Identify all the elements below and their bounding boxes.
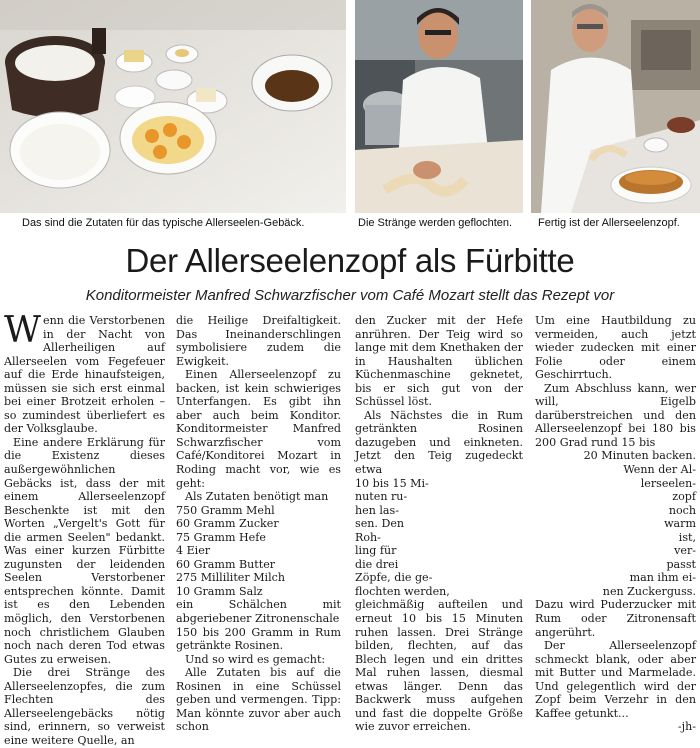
caption-finished: Fertig ist der Allerseelenzopf. xyxy=(538,217,680,229)
paragraph: Wenn die Verstorbenen in der Nacht von Allerheiligen auf Allerseelen vom Fegefeuer auf die Erde hinaufsteigen, müssen sie sich erst einmal bei einer Brotzeit erholen – so zumindest überliefert es der Volksglaube. xyxy=(4,310,165,436)
text-line: nuten ru- xyxy=(355,490,408,504)
ingredient-item: ein Schälchen mit abgeriebener Zitronenschale xyxy=(176,598,341,626)
text-line: ist, xyxy=(678,530,696,544)
ingredient-item: 275 Milliliter Milch xyxy=(176,571,286,585)
paragraph: Um eine Hautbildung zu vermeiden, auch jetzt wieder zudecken mit einer Folie oder einem Geschirrtuch. xyxy=(535,314,696,382)
paragraph: Und so wird es gemacht: xyxy=(185,652,326,666)
text-line: Zöpfe, die ge- xyxy=(355,571,433,585)
caption-ingredients: Das sind die Zutaten für das typische Allerseelen-Gebäck. xyxy=(22,217,305,229)
photo-finished xyxy=(531,0,700,213)
ingredient-item: 750 Gramm Mehl xyxy=(176,503,275,517)
text-line: man ihm ei- xyxy=(629,571,696,585)
photo-ingredients xyxy=(0,0,346,213)
ingredient-item: 150 bis 200 Gramm in Rum getränkte Rosinen. xyxy=(176,625,341,653)
author-signature: -jh- xyxy=(677,720,696,734)
paragraph: Eine andere Erklärung für die Existenz dieses außergewöhnlichen Gebäcks ist, dass der mit einem Allerseelenzopf Beschenkte ist mit den Worten „Vergelt's Gott für die armen Seelen" bedankt. Was einer kurzen Fürbitte zugunsten der leidenden Seelen Verstorbener entsprechen könnte. Damit ist es den Lebenden möglich, den Verstorbenen noch christlichem Glauben noch nach deren Tod etwas Gutes zu erweisen. xyxy=(4,435,165,666)
text-line: passt xyxy=(666,557,696,571)
paragraph: Zum Abschluss kann, wer will, Eigelb darüberstreichen und den Allerseelenzopf bei 180 bis 200 Grad rund 15 bis xyxy=(535,381,696,449)
paragraph: Als Zutaten benötigt man xyxy=(185,490,329,504)
text-line: Roh- xyxy=(355,530,381,544)
paragraph: Die drei Stränge des Allerseelenzopfes, die zum Flechten des Allerseelengebäcks nötig sind, erinnern, so verweist eine weitere Quelle, an xyxy=(4,666,165,747)
ragged-text-block xyxy=(355,477,523,599)
text-line: ling für xyxy=(355,544,397,558)
text-line: zopf xyxy=(672,490,696,504)
paragraph: Einen Allerseelenzopf zu backen, ist kein schwieriges Unterfangen. Es gibt ihn aber auch beim Konditor. Konditormeister Manfred Schwarzfischer vom Café/Konditorei Mozart in Roding macht vor, wie es geht: xyxy=(176,368,341,490)
ingredient-item: 4 Eier xyxy=(176,544,211,558)
text-line: 10 bis 15 Mi- xyxy=(355,476,429,490)
caption-braiding: Die Stränge werden geflochten. xyxy=(358,217,513,229)
paragraph: gleichmäßig aufteilen und erneut 10 bis 15 Minuten ruhen lassen. Drei Stränge bilden, flechten, auf das Blech legen und ein drittes Mal ruhen lassen, diesmal etwas länger. Denn das Backwerk muss aufgehen und fast die doppelte Größe wie zuvor erreichen. xyxy=(355,598,523,734)
paragraph: Alle Zutaten bis auf die Rosinen in eine Schüssel geben und vermengen. Tipp: Man könnte zuvor aber auch schon xyxy=(176,666,341,734)
photo-braiding xyxy=(355,0,523,213)
paragraph: Als Nächstes die in Rum getränkten Rosinen dazugeben und einkneten. Jetzt den Teig zugedeckt etwa xyxy=(355,408,523,477)
paragraph: Dazu wird Puderzucker mit Rum oder Zitronensaft angerührt. xyxy=(535,598,696,639)
text-line: noch xyxy=(668,503,696,517)
ingredient-item: 10 Gramm Salz xyxy=(176,584,263,598)
article-column-2 xyxy=(176,314,341,734)
text-line: hen las- xyxy=(355,503,399,517)
subheadline: Konditormeister Manfred Schwarzfischer vom Café Mozart stellt das Rezept vor xyxy=(85,287,615,304)
ingredient-item: 60 Gramm Zucker xyxy=(176,517,279,531)
paragraph: Der Allerseelenzopf schmeckt blank, oder aber mit Butter und Marmelade. Und gelegentlich wird der Zopf beim Verzehr in den Kaffee getunkt... xyxy=(535,639,696,720)
article-column-4 xyxy=(535,314,696,734)
text-line: die drei xyxy=(355,557,399,571)
ingredient-item: 60 Gramm Butter xyxy=(176,557,276,571)
text-line: 20 Minuten backen. xyxy=(583,449,696,463)
article-column-1 xyxy=(4,310,165,748)
text-line: flochten werden, xyxy=(355,584,450,598)
headline: Der Allerseelenzopf als Fürbitte xyxy=(125,242,575,279)
ragged-text-block xyxy=(535,449,696,598)
paragraph: den Zucker mit der Hefe anrühren. Der Teig wird so lange mit dem Knethaken der in Haushalten üblichen Küchenmaschine geknetet, bis er sich gut von der Schüssel löst. xyxy=(355,314,523,409)
text-line: warm xyxy=(664,517,696,531)
text-line: nen Zuckerguss. xyxy=(602,584,696,598)
text-line: Wenn der Al- xyxy=(623,463,696,477)
photo-strip xyxy=(0,0,700,237)
text-line: sen. Den xyxy=(355,517,405,531)
drop-cap: W xyxy=(4,310,42,351)
text-line: ver- xyxy=(674,544,696,558)
ingredient-item: 75 Gramm Hefe xyxy=(176,530,266,544)
ingredient-list xyxy=(176,504,341,653)
article-column-3 xyxy=(355,314,523,734)
paragraph: die Heilige Dreifaltigkeit. Das Ineinanderschlingen symbolisiere zudem die Ewigkeit. xyxy=(176,314,341,368)
text-line: lerseelen- xyxy=(640,476,696,490)
